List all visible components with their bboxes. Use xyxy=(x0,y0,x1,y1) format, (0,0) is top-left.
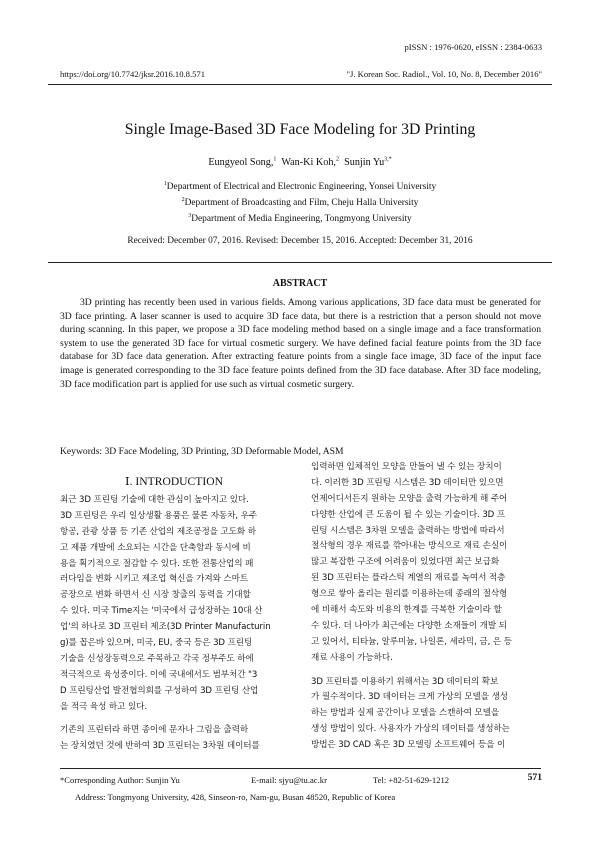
text-line xyxy=(60,715,271,723)
text-line: D 프린팅산업 발전협의회를 구성하여 3D 프린팅 산업 xyxy=(60,685,259,696)
text-line: 다양한 산업에 큰 도움이 될 수 있는 기술이다. 3D 프 xyxy=(311,509,506,520)
email[interactable]: E-mail: sjyu@tu.ac.kr xyxy=(251,775,327,785)
author-3: Sunjin $Yu^{3,*}$ xyxy=(344,157,392,169)
text-line: g)를 꼽은바 있으며, 미국, EU, 중국 등은 3D 프린팅 xyxy=(60,638,253,649)
text-line: 다. 이러한 3D 프린팅 시스템은 3D 데이터만 있으면 xyxy=(311,477,504,488)
text-line: 3D 프린터를 이용하기 위해서는 3D 데이터의 확보 xyxy=(311,676,499,687)
text-line: 3D 프린팅은 우리 일상생활 용품은 물론 자동차, 우주 xyxy=(60,510,257,521)
doi-link[interactable]: https://doi.org/10.7742/jksr.2016.10.8.571 xyxy=(60,69,205,79)
text-line: 업'의 하나로 3D 프린터 제조(3D Printer Manufacturin xyxy=(60,622,271,633)
telephone: Tel: +82-51-629-1212 xyxy=(373,775,450,785)
text-line: 용을 획기적으로 절감할 수 있다. 또한 전통산업의 패 xyxy=(60,558,254,569)
text-line: 가 필수적이다. 3D 데이터는 크게 가상의 모델을 생성 xyxy=(311,692,508,703)
received-dates: Received: December 07, 2016. Revised: December 15, 2016. Accepted: December 31, 2016 xyxy=(127,236,473,246)
text-line: 러다임을 변화 시키고 제조업 혁신을 가져와 스마트 xyxy=(60,574,249,585)
affiliation-3: $^3$Department of Media Engineering, Tongmyong University xyxy=(188,213,412,225)
keywords: Keywords: 3D Face Modeling, 3D Printing, 3D Deformable Model, ASM xyxy=(60,446,344,457)
text-line: 절삭형의 경우 재료를 깎아내는 방식으로 재료 손실이 xyxy=(311,541,508,552)
header-rule xyxy=(48,84,552,85)
text-line: 하는 방법과 실제 공간이나 모델을 스캔하여 모델을 xyxy=(311,708,500,719)
page-number: 571 xyxy=(527,772,542,783)
text-line: 많고 복잡한 구조에 어려움이 있었다면 최근 보급화 xyxy=(311,557,500,568)
author-2: Wan-Ki Koh,$^2$ xyxy=(281,157,339,169)
text-line: 고 있어서, 티타늄, 알루미늄, 나일론, 세라믹, 금, 은 등 xyxy=(311,636,512,647)
text-line: 린팅 시스템은 3차원 모델을 출력하는 방법에 따라서 xyxy=(311,525,505,536)
text-line: 공장으로 변화 하면서 신 시장 창출의 동력을 기대할 xyxy=(60,590,251,601)
text-line: 고 제품 개발에 소요되는 시간을 단축함과 동시에 비 xyxy=(60,542,251,553)
left-column xyxy=(60,493,271,755)
text-line: 는 장치였던 것에 반하여 3D 프린터는 3차원 데이터를 xyxy=(60,741,260,752)
affiliation-2: $^2$Department of Broadcasting and Film, Cheju Halla University xyxy=(181,197,419,209)
author-1: Eungyeol Song,$^1$ xyxy=(208,157,277,169)
abstract-body: 3D printing has recently been used in various fields. Among various applications, 3D face data must be generated for 3D face printing. A laser scanner is used to acquire 3D face data, but there is a restriction that a person should not move during scanning. In this paper, we propose a 3D face modeling method based on a single image and a face transformation system to use the generated 3D face for virtual cosmetic surgery. We have defined facial feature points from the 3D face database for 3D face data generation. After extracting feature points from a single face image, 3D face of the input face image is generated corresponding to the 3D face feature points defined from the 3D face database. After 3D face modeling, 3D face modification part is applied for use such as virtual cosmetic surgery. xyxy=(60,297,541,390)
text-line: 언제어디서든지 원하는 모양을 출력 가능하게 해 주어 xyxy=(311,493,508,504)
affiliation-1: $^1$Department of Electrical and Electronic Engineering, Yonsei University xyxy=(163,181,437,193)
text-line: 기술을 신성장동력으로 주목하고 각국 정부주도 하에 xyxy=(60,653,254,664)
right-column xyxy=(311,460,512,754)
text-line: 된 3D 프린터는 플라스틱 계열의 재료를 녹여서 적층 xyxy=(311,573,506,584)
text-line: 을 적극 육성 하고 있다. xyxy=(60,701,147,712)
abstract-rule xyxy=(48,262,552,263)
text-line: 수 있다. 미국 Time지는 '미국에서 급성장하는 10대 산 xyxy=(60,606,263,617)
address: Address: Tongmyong University, 428, Sinseon-ro, Nam-gu, Busan 48520, Republic of Korea xyxy=(75,792,396,802)
text-line: 기존의 프린터라 하면 종이에 문자나 그림을 출력하 xyxy=(60,725,249,736)
footer-rule xyxy=(60,768,541,769)
paper-title: Single Image-Based 3D Face Modeling for 3D Printing xyxy=(124,121,476,138)
text-line: 최근 3D 프린팅 기술에 대한 관심이 높아지고 있다. xyxy=(60,495,249,505)
section-title: Ⅰ. INTRODUCTION xyxy=(125,475,223,488)
text-line xyxy=(311,667,512,675)
text-line: 입력하면 입체적인 모양을 만들어 낼 수 있는 장치이 xyxy=(311,462,502,472)
issn-line: pISSN : 1976-0620, eISSN : 2384-0633 xyxy=(404,42,542,52)
corresponding-author: *Corresponding Author: Sunjin Yu xyxy=(60,775,180,785)
text-line: 수 있다. 더 나아가 최근에는 다양한 소재들이 개발 되 xyxy=(311,620,507,631)
author-list xyxy=(0,157,600,168)
text-line: 항공, 관광 상품 등 기존 산업의 제조공정을 고도화 하 xyxy=(60,526,256,537)
text-line: 적극적으로 육성중이다. 이에 국내에서도 범부처간 "3 xyxy=(60,669,258,680)
text-line: 에 비해서 속도와 비용의 한계를 극복한 기술이라 할 xyxy=(311,605,502,616)
journal-citation: "J. Korean Soc. Radiol., Vol. 10, No. 8, December 2016" xyxy=(346,69,542,79)
text-line: 방법은 3D CAD 혹은 3D 모델링 소프트웨어 등을 이 xyxy=(311,740,506,751)
abstract-heading: ABSTRACT xyxy=(272,278,328,289)
text-line: 형으로 쌓아 올리는 원리를 이용하는데 종래의 절삭형 xyxy=(311,589,508,600)
text-line: 재료 사용이 가능하다. xyxy=(311,652,393,663)
text-line: 생성 방법이 있다. 사용자가 가상의 데이터를 생성하는 xyxy=(311,724,510,735)
